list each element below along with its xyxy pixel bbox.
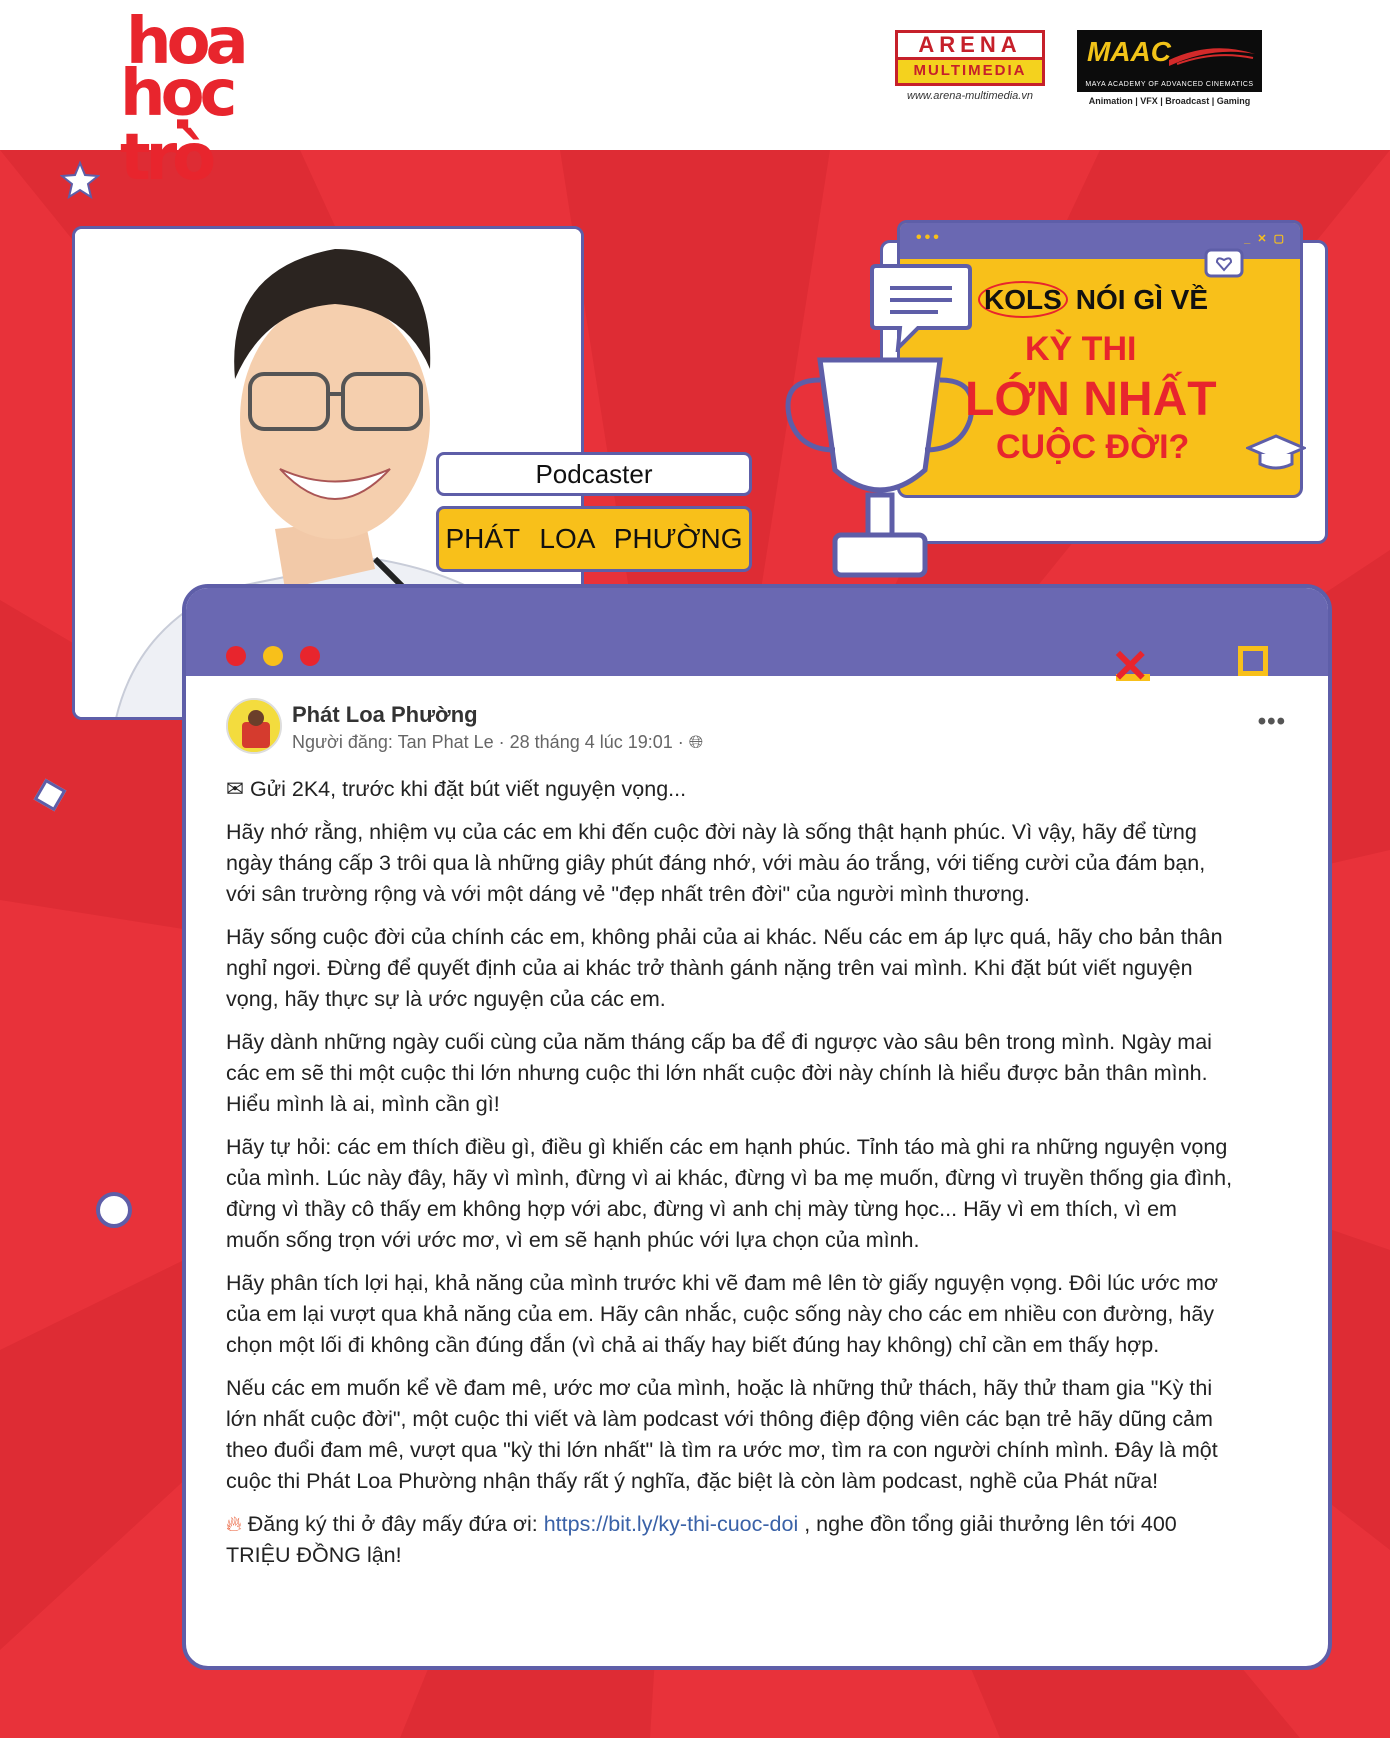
- post-paragraph-2: Hãy sống cuộc đời của chính các em, không phải của ai khác. Nếu các em áp lực quá, hãy cho bản thân nghỉ ngơi. Đừng để quyết định của ai khác trở thành gánh nặng trên vai mình. Khi đặt bút viết nguyện vọng, hãy thực sự là ước nguyện của các em.: [226, 925, 1223, 1011]
- post-meta: [292, 732, 703, 753]
- arena-url: www.arena-multimedia.vn: [907, 90, 1033, 102]
- hoa-hoc-tro-logo[interactable]: [120, 5, 320, 195]
- more-options-icon[interactable]: •••: [1257, 708, 1286, 735]
- envelope-icon: ✉: [226, 777, 250, 801]
- post-paragraph-1: Hãy nhớ rằng, nhiệm vụ của các em khi đến cuộc đời này là sống thật hạnh phúc. Vì vậy, hãy để từng ngày tháng cấp 3 trôi qua là những giây phút đáng nhớ, với màu áo trắng, với tiếng cười của đám bạn, với sân trường rộng và với một dáng vẻ "đẹp nhất trên đời" của người mình thương.: [226, 820, 1206, 906]
- fire-icon: 🔥︎: [226, 1512, 248, 1536]
- maac-logo-box: [1077, 30, 1262, 92]
- globe-icon: 🌐︎: [688, 732, 704, 752]
- avatar-image-icon: [228, 700, 282, 754]
- window-dots-icon: •••: [916, 229, 942, 246]
- arena-logo-mid: MULTIMEDIA: [895, 60, 1045, 86]
- header-bar: [0, 0, 1390, 195]
- title-line-lon-nhat: LỚN NHẤT: [965, 373, 1217, 426]
- maac-logo[interactable]: [1077, 30, 1262, 110]
- title-line-cuoc-doi: CUỘC ĐỜI?: [996, 428, 1190, 466]
- maac-swoosh-icon: [1167, 40, 1257, 70]
- graduation-cap-icon: [1246, 430, 1306, 474]
- window-dot-yellow[interactable]: [263, 646, 283, 666]
- post-cta-tail: , nghe đồn tổng giải thưởng lên tới 400 TRIỆU ĐỒNG lận!: [226, 1512, 1177, 1567]
- facebook-post-window: [182, 584, 1332, 1670]
- window-controls-icon: _ ✕ ▢: [1244, 233, 1286, 245]
- kols-rest: NÓI GÌ VỀ: [1075, 284, 1209, 315]
- window-dot-red-2[interactable]: [300, 646, 320, 666]
- post-greeting: Gửi 2K4, trước khi đặt bút viết nguyện vọng...: [250, 777, 687, 801]
- logo-text-line1: hoa: [126, 5, 244, 79]
- arena-multimedia-logo[interactable]: [895, 30, 1045, 110]
- post-paragraph-6: Nếu các em muốn kể về đam mê, ước mơ của mình, hoặc là những thử thách, hãy thử tham gia "Kỳ thi lớn nhất cuộc đời", một cuộc thi viết và làm podcast với thông điệp động viên các bạn trẻ hãy dũng cảm theo đuổi đam mê, vượt qua "kỳ thi lớn nhất" là tìm ra ước mơ, tìm ra con người chính mình. Đây là một cuộc thi Phát Loa Phường nhận thấy rất ý nghĩa, đặc biệt là còn làm podcast, nghề của Phát nữa!: [226, 1376, 1218, 1493]
- kols-heading: [978, 284, 1208, 316]
- arena-logo-top: ARENA: [895, 30, 1045, 60]
- kols-word: KOLS: [978, 281, 1068, 318]
- post-paragraph-5: Hãy phân tích lợi hại, khả năng của mình trước khi vẽ đam mê lên tờ giấy nguyện vọng. Đôi lúc ước mơ của em lại vượt qua khả năng của em. Hãy cân nhắc, cuộc sống này cho các em nhiều con đường, hãy chọn một lối đi không cần đúng đắn (vì chả ai thấy hay biết đúng hay không) chỉ cần em thấy hợp.: [226, 1271, 1218, 1357]
- maac-subtitle: MAYA ACADEMY OF ADVANCED CINEMATICS: [1085, 81, 1254, 88]
- avatar[interactable]: [226, 698, 282, 754]
- window-dot-red[interactable]: [226, 646, 246, 666]
- post-paragraph-0: [226, 774, 1236, 805]
- star-icon: [60, 160, 100, 200]
- post-body: [226, 774, 1236, 1583]
- post-meta-text: Người đăng: Tan Phat Le · 28 tháng 4 lúc 19:01 ·: [292, 732, 684, 752]
- name-label: PHÁT LOA PHƯỜNG: [436, 506, 752, 572]
- role-label: Podcaster: [436, 452, 752, 496]
- close-icon[interactable]: ✕: [1111, 640, 1150, 692]
- post-paragraph-3: Hãy dành những ngày cuối cùng của năm tháng cấp ba để đi ngược vào sâu bên trong mình. Ngày mai các em sẽ thi một cuộc thi lớn nhưng cuộc thi lớn nhất cuộc đời này chính là hiểu được bản thân mình. Hiểu mình là ai, mình cần gì!: [226, 1030, 1212, 1116]
- post-paragraph-7: [226, 1509, 1236, 1571]
- maximize-icon[interactable]: [1238, 646, 1268, 676]
- post-cta-text: Đăng ký thi ở đây mấy đứa ơi:: [247, 1512, 538, 1536]
- title-line-ky-thi: KỲ THI: [1025, 330, 1137, 368]
- maac-tags: Animation | VFX | Broadcast | Gaming: [1088, 96, 1251, 106]
- heart-bubble-icon: [1204, 248, 1244, 284]
- logo-text-line2: học trò: [120, 57, 233, 195]
- speech-bubble-icon: [868, 262, 974, 352]
- maac-title: MAAC: [1087, 36, 1171, 67]
- window-title-bar: [186, 588, 1328, 692]
- registration-link[interactable]: https://bit.ly/ky-thi-cuoc-doi: [543, 1512, 799, 1536]
- post-author[interactable]: Phát Loa Phường: [292, 702, 478, 727]
- circle-decoration: [96, 1192, 132, 1228]
- post-paragraph-4: Hãy tự hỏi: các em thích điều gì, điều gì khiến các em hạnh phúc. Tỉnh táo mà ghi ra những nguyện vọng của mình. Lúc này đây, hãy vì mình, đừng vì ai khác, đừng vì ba mẹ muốn, đừng vì truyền thống gia đình, đừng vì thầy cô thấy em không hợp với abc, đừng vì anh chị mày từng học... Hãy vì em thích, vì em muốn sống trọn với ước mơ, vì em sẽ hạnh phúc với lựa chọn của mình.: [226, 1135, 1233, 1252]
